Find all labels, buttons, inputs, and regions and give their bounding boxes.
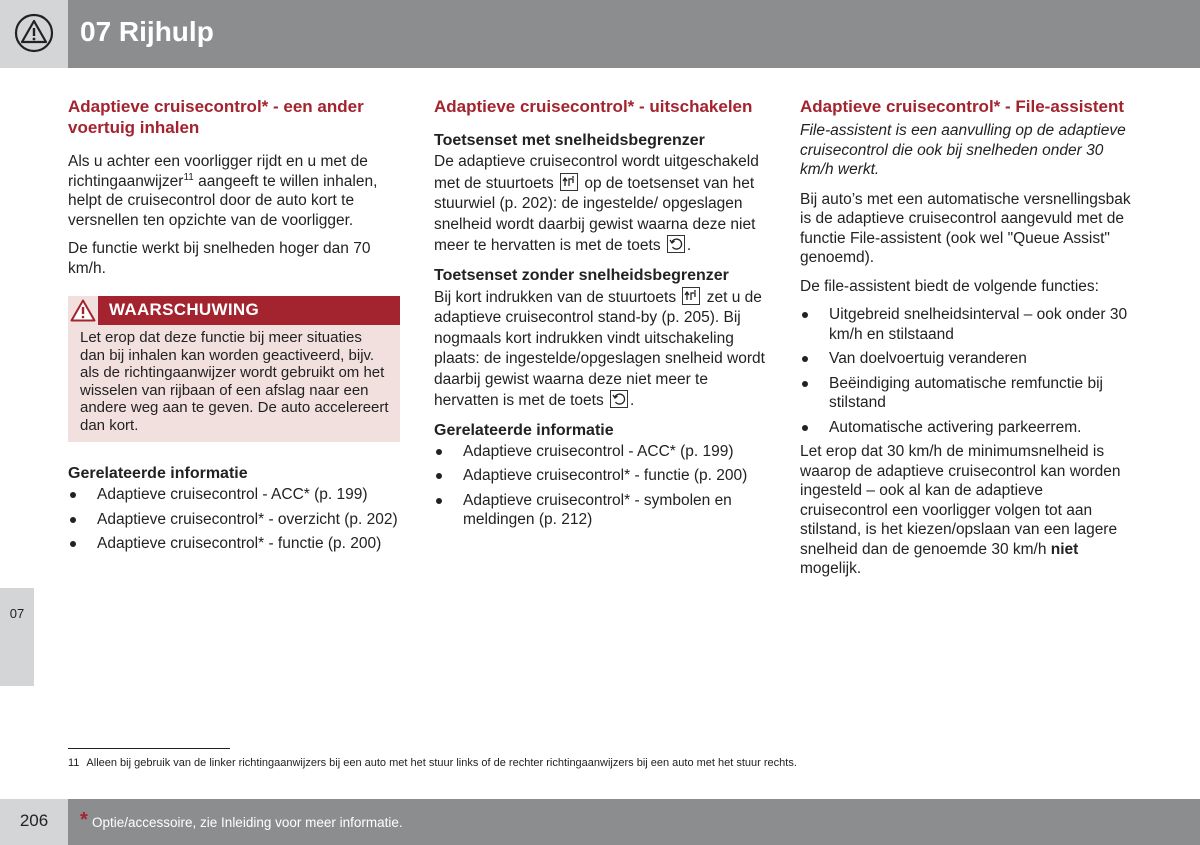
paragraph: De file-assistent biedt de volgende functies:: [800, 277, 1099, 295]
related-info-heading: Gerelateerde informatie: [68, 465, 248, 482]
intro-text: File-assistent is een aanvulling op de adaptieve cruisecontrol die ook bij snelheden onder 30 km/h werkt.: [800, 122, 1126, 178]
related-link[interactable]: Adaptieve cruisecontrol - ACC* (p. 199): [68, 485, 400, 505]
footnote-number: 11: [68, 757, 80, 769]
footnote-rule: [68, 748, 230, 749]
warning-icon: [70, 299, 96, 322]
paragraph: De adaptieve cruisecontrol wordt uitgeschakeld met de stuurtoets op de toetsenset van het stuurwiel (p. 202): de ingestelde/ opgeslagen snelheid wordt daarbij gewist waarna deze niet meer te hervatten is met de toets .: [434, 153, 759, 254]
footnote-text: Alleen bij gebruik van de linker richtingaanwijzers bij een auto met het stuur links of de rechter richtingaanwijzers bij een auto met het stuur rechts.: [86, 757, 797, 769]
warning-icon-box: [68, 296, 98, 325]
related-info-list: [434, 442, 766, 530]
related-link[interactable]: Adaptieve cruisecontrol* - overzicht (p. 202): [68, 510, 400, 530]
section-title: Adaptieve cruisecontrol* - uitschakelen: [434, 97, 753, 116]
related-info-heading: Gerelateerde informatie: [434, 421, 614, 439]
section-title: Adaptieve cruisecontrol* - File-assistent: [800, 97, 1125, 116]
cruise-control-key-icon: [682, 287, 700, 305]
warning-text: Let erop dat deze functie bij meer situaties dan bij inhalen kan worden geactiveerd, bijv. als de richtingaanwijzer wordt gebruikt om het wisselen van rijbaan of een afslag naar een andere weg aan te geven. De auto accelereert dan kort.: [80, 329, 389, 434]
related-link[interactable]: Adaptieve cruisecontrol* - symbolen en meldingen (p. 212): [434, 491, 766, 530]
paragraph: Bij auto’s met een automatische versnellingsbak is de adaptieve cruisecontrol aangevuld met de functie File-assistent (ook wel "Queue Assist" genoemd).: [800, 190, 1131, 266]
option-star-icon: *: [80, 809, 88, 831]
section-title: Adaptieve cruisecontrol* - een ander voertuig inhalen: [68, 97, 364, 137]
section-overtaking: [68, 96, 400, 559]
footnote: [68, 756, 797, 770]
emphasis: niet: [1050, 540, 1079, 558]
cruise-control-key-icon: [560, 173, 578, 191]
footer-bar: [68, 799, 1200, 845]
list-item: Beëindiging automatische remfunctie bij stilstand: [800, 374, 1132, 413]
sub-heading: Toetsenset zonder snelheidsbegrenzer: [434, 266, 729, 284]
footnote-ref[interactable]: 11: [183, 171, 194, 183]
paragraph: De functie werkt bij snelheden hoger dan 70 km/h.: [68, 240, 371, 277]
feature-list: [800, 305, 1132, 437]
page-number: 206: [19, 811, 49, 830]
chapter-icon-box: [0, 0, 68, 68]
related-link[interactable]: Adaptieve cruisecontrol* - functie (p. 200): [68, 534, 400, 554]
section-disable: [434, 96, 766, 535]
warning-box: [68, 296, 400, 442]
side-tab-label: 07: [9, 606, 25, 621]
section-queue-assist: [800, 96, 1132, 588]
list-item: Automatische activering parkeerrem.: [800, 418, 1132, 438]
footer-note: Optie/accessoire, zie Inleiding voor meer informatie.: [92, 815, 403, 830]
resume-key-icon: [610, 390, 628, 408]
related-info-list: [68, 485, 400, 554]
paragraph: Let erop dat 30 km/h de minimumsnelheid is waarop de adaptieve cruisecontrol kan worden ingesteld – ook al kan de adaptieve cruisecontrol een voorligger volgen tot aan stilstand, is het kiezen/opslaan van een lagere snelheid dan de genoemde 30 km/h niet mogelijk.: [800, 443, 1121, 577]
warning-label: WAARSCHUWING: [109, 300, 259, 319]
chapter-title: 07 Rijhulp: [80, 16, 214, 47]
list-item: Uitgebreid snelheidsinterval – ook onder 30 km/h en stilstaand: [800, 305, 1132, 344]
resume-key-icon: [667, 235, 685, 253]
paragraph: Als u achter een voorligger rijdt en u met de richtingaanwijzer$^{11}$ aangeeft te willen inhalen, helpt de cruisecontrol door de auto kort te versnellen ten opzichte van de voorligger.: [68, 153, 378, 229]
sub-heading: Toetsenset met snelheidsbegrenzer: [434, 132, 705, 149]
paragraph: Bij kort indrukken van de stuurtoets zet u de adaptieve cruisecontrol stand-by (p. 205). Bij nogmaals kort indrukken vindt uitschakeling plaats: de ingestelde/opgeslagen snelheid wordt daarbij gewist waarna deze niet meer te hervatten is met de toets .: [434, 288, 765, 409]
chapter-side-tab[interactable]: [0, 588, 34, 686]
page-number-box: [0, 799, 68, 845]
related-link[interactable]: Adaptieve cruisecontrol - ACC* (p. 199): [434, 442, 766, 462]
warning-header: [68, 296, 400, 325]
list-item: Van doelvoertuig veranderen: [800, 349, 1132, 369]
related-link[interactable]: Adaptieve cruisecontrol* - functie (p. 200): [434, 466, 766, 486]
warning-triangle-icon: [14, 13, 54, 53]
